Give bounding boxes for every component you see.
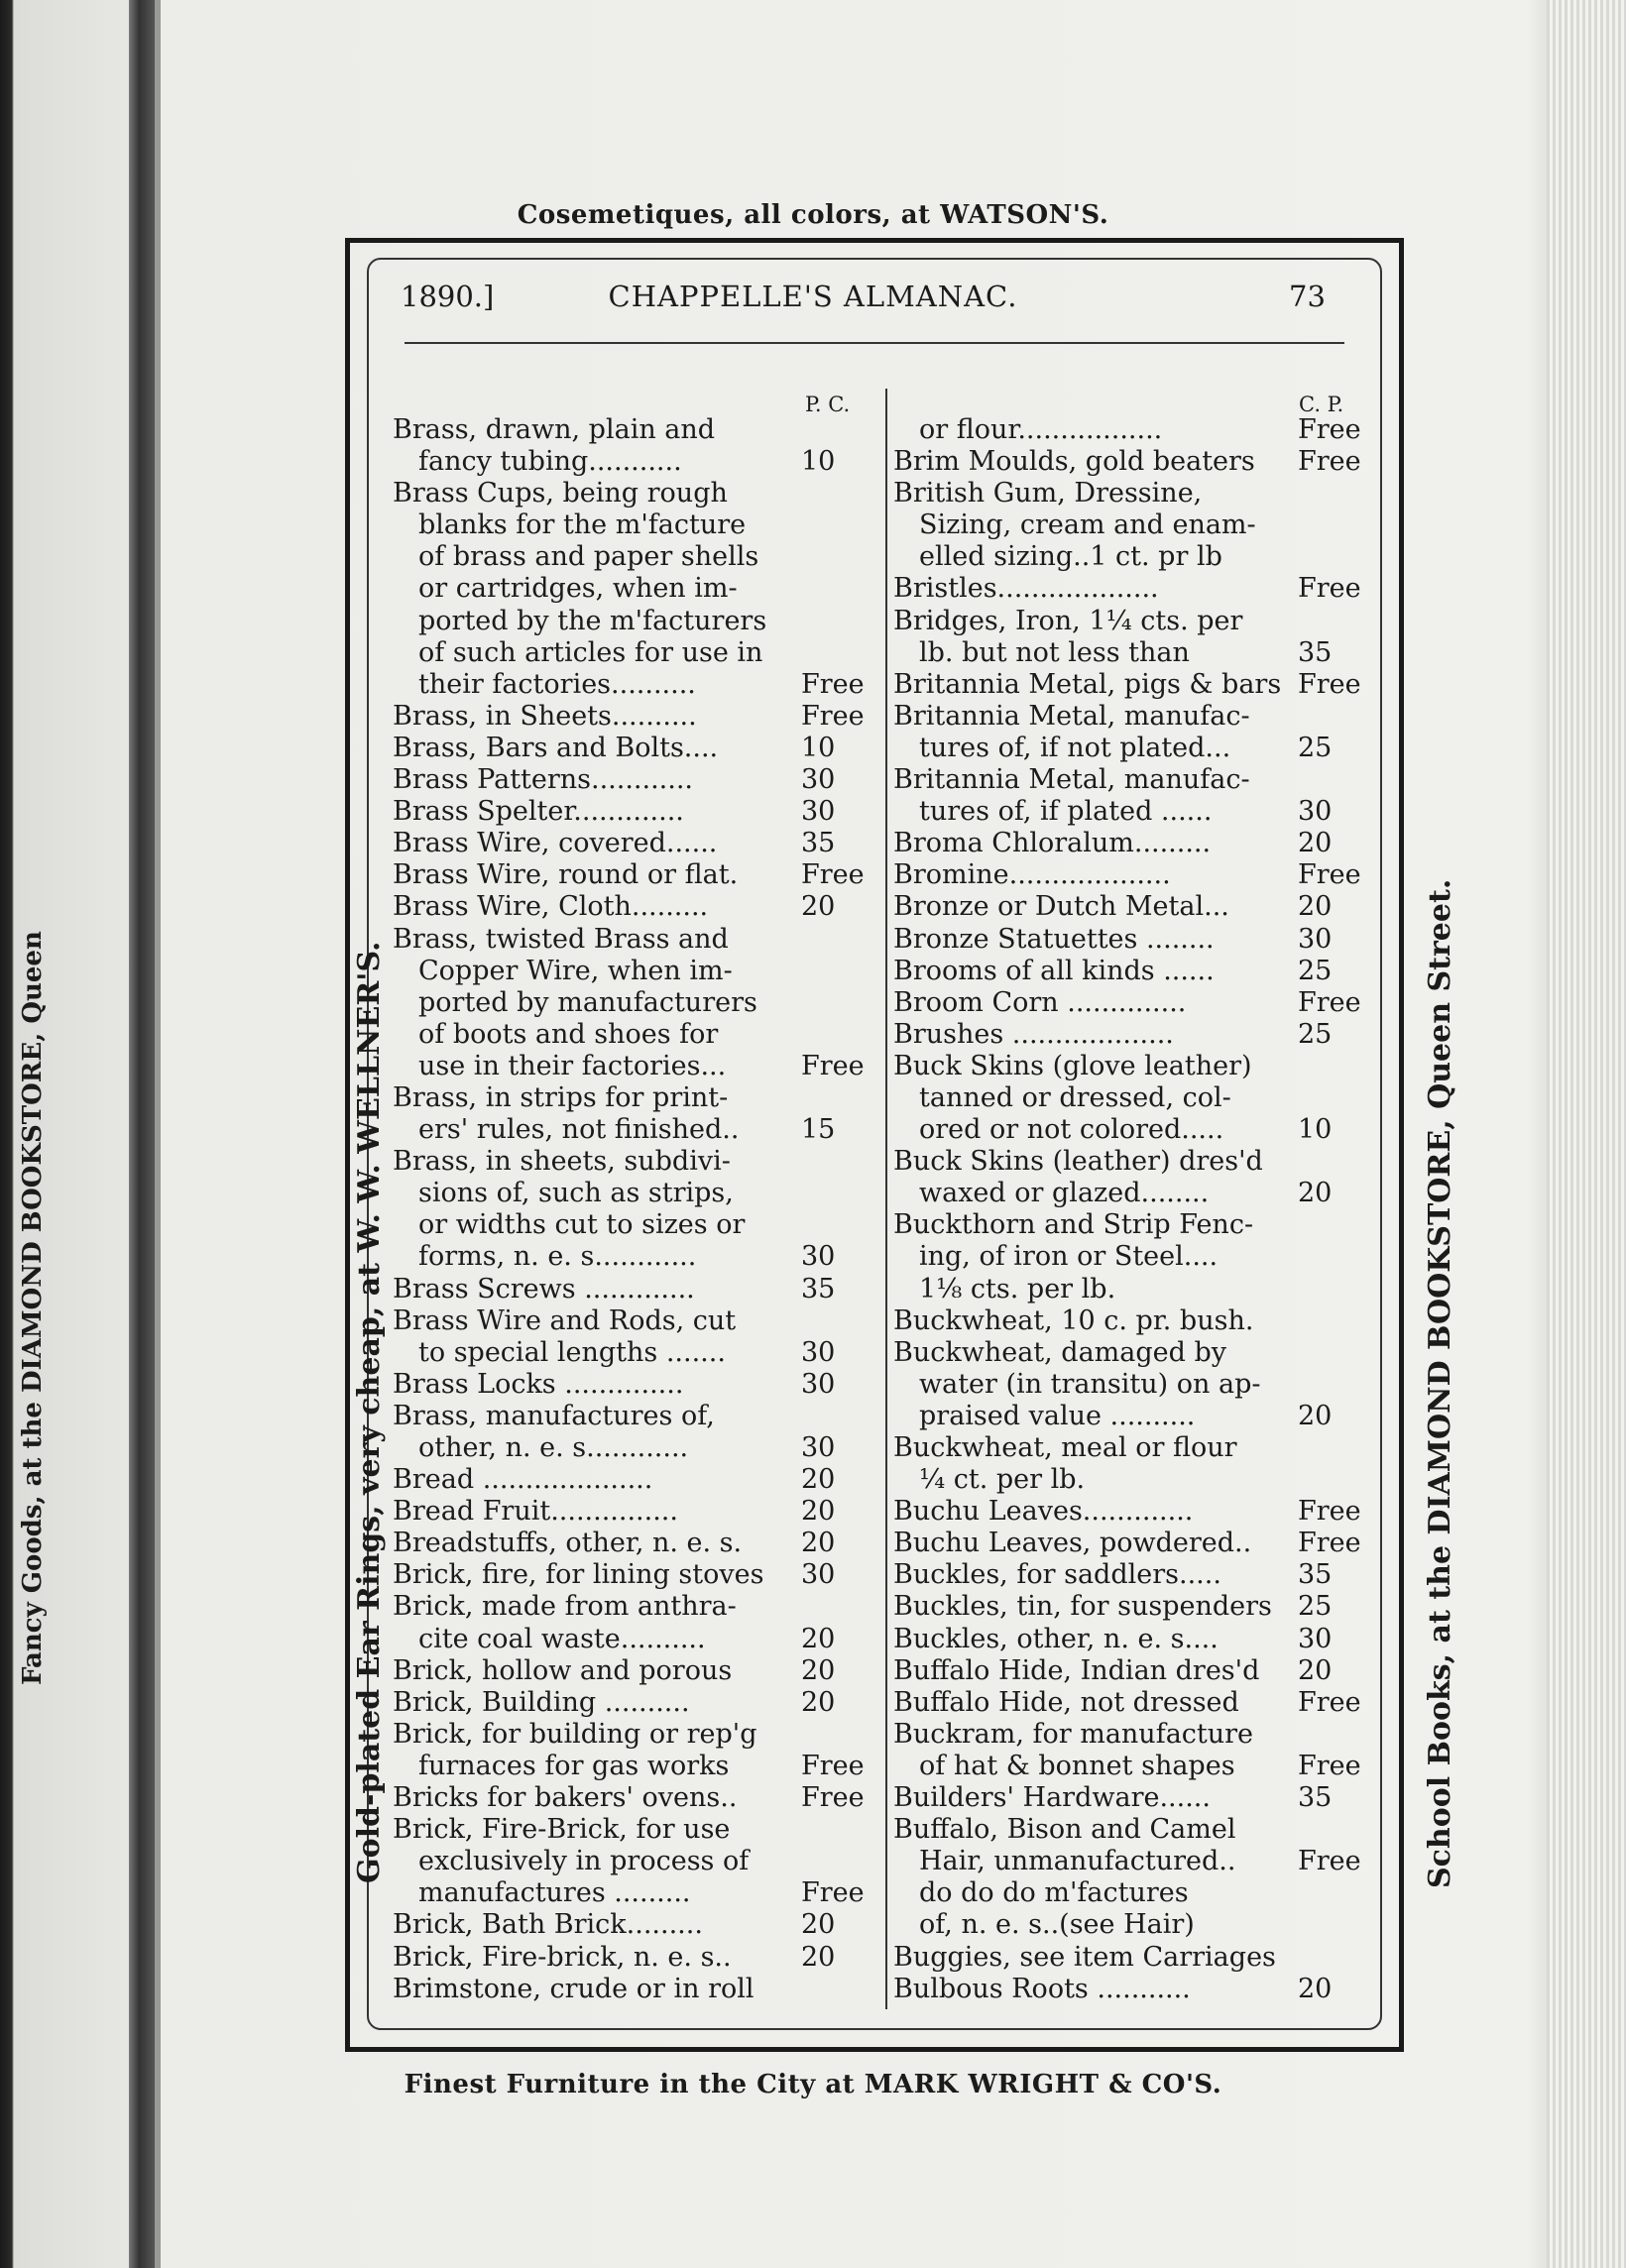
entry-text: Brushes ...................	[893, 1018, 1174, 1050]
tariff-entry	[393, 510, 872, 541]
entry-duty: Free	[801, 1782, 865, 1814]
tariff-entry	[893, 764, 1292, 796]
right-margin-advertisement: School Books, at the DIAMOND BOOKSTORE, Queen Street.	[1423, 878, 1457, 1888]
entry-duty: 10	[801, 732, 836, 763]
entry-text: or flour.................	[919, 414, 1163, 445]
entry-text: Buckram, for manufacture	[893, 1718, 1254, 1750]
entry-duty: 30	[1298, 796, 1333, 828]
entry-text: Bronze Statuettes ........	[893, 923, 1215, 955]
entry-text: Brick, made from anthra-	[393, 1591, 737, 1623]
entry-duty: 35	[1298, 1782, 1333, 1814]
tariff-entry	[393, 1369, 872, 1401]
entry-duty: 35	[801, 1273, 836, 1304]
tariff-entry	[393, 1432, 872, 1464]
tariff-entry	[893, 1750, 1361, 1782]
entry-duty: 20	[1298, 1654, 1333, 1686]
entry-duty: 30	[801, 1336, 836, 1368]
tariff-entry	[893, 1528, 1361, 1559]
entry-duty: Free	[801, 668, 865, 700]
tariff-entry	[393, 478, 872, 510]
tariff-entry	[893, 606, 1292, 637]
entry-text: Brass Wire, round or flat.	[393, 859, 739, 891]
tariff-entry	[893, 1814, 1292, 1846]
tariff-entry	[393, 606, 872, 637]
tariff-entry	[393, 1274, 872, 1305]
entry-text: Bread Fruit...............	[393, 1496, 678, 1528]
entry-duty: 30	[801, 1432, 836, 1463]
entry-text: Buchu Leaves, powdered..	[893, 1528, 1252, 1559]
binding-fold	[129, 0, 155, 2268]
entry-text: tures of, if plated ......	[919, 796, 1213, 828]
entry-text: ported by manufacturers	[418, 986, 757, 1018]
entry-text: of such articles for use in	[418, 636, 763, 668]
header-page-number: 73	[1289, 280, 1326, 313]
entry-duty: 30	[801, 1241, 836, 1273]
tariff-entry	[393, 1974, 872, 2005]
entry-text: or widths cut to sizes or	[418, 1209, 746, 1241]
page-edges	[1547, 0, 1626, 2268]
tariff-entry	[393, 1846, 872, 1877]
entry-duty: 20	[1298, 891, 1333, 923]
header-rule	[405, 342, 1344, 344]
entry-text: of, n. e. s..(see Hair)	[919, 1909, 1195, 1941]
tariff-entry	[393, 796, 872, 828]
entry-text: Brass, drawn, plain and	[393, 414, 716, 445]
entry-duty: 20	[1298, 1178, 1333, 1209]
tariff-entry	[893, 1305, 1292, 1337]
tariff-entry	[893, 1337, 1292, 1369]
entry-text: forms, n. e. s............	[418, 1241, 697, 1273]
tariff-entry	[393, 1114, 872, 1146]
binding-fold-edge	[155, 0, 161, 2268]
tariff-entry	[393, 1719, 872, 1751]
entry-text: Bromine...................	[893, 859, 1171, 891]
tariff-entry	[893, 1178, 1333, 1209]
tariff-entry	[393, 1337, 872, 1369]
tariff-entry	[393, 1751, 872, 1782]
tariff-entry	[893, 828, 1333, 859]
entry-duty: 25	[1298, 732, 1333, 763]
entry-text: Brass, twisted Brass and	[393, 923, 729, 955]
entry-duty: 30	[1298, 1623, 1333, 1654]
tariff-entry	[893, 1432, 1292, 1464]
entry-text: Brim Moulds, gold beaters	[893, 446, 1255, 478]
entry-text: blanks for the m'facture	[418, 510, 747, 541]
entry-text: Brick, hollow and porous	[393, 1654, 733, 1686]
entry-duty: Free	[1298, 1686, 1361, 1718]
spine-advertisement: Fancy Goods, at the DIAMOND BOOKSTORE, Queen	[18, 931, 48, 1685]
tariff-entry	[393, 1877, 872, 1909]
entry-duty: Free	[1298, 1846, 1361, 1877]
entry-duty: 20	[801, 1623, 836, 1654]
tariff-entry	[893, 636, 1333, 669]
left-column	[393, 414, 872, 2005]
tariff-entry	[393, 1814, 872, 1846]
tariff-entry	[393, 1655, 872, 1687]
tariff-entry	[393, 701, 872, 733]
tariff-entry	[893, 1559, 1333, 1591]
entry-duty: Free	[1298, 986, 1361, 1018]
entry-duty: 35	[801, 828, 836, 859]
entry-duty: 30	[801, 796, 836, 828]
entry-text: of brass and paper shells	[418, 541, 759, 573]
tariff-entry	[893, 1146, 1292, 1178]
entry-text: Britannia Metal, pigs & bars	[893, 668, 1282, 700]
tariff-entry	[893, 1241, 1292, 1273]
entry-text: of hat & bonnet shapes	[919, 1750, 1235, 1781]
entry-text: furnaces for gas works	[418, 1750, 730, 1781]
entry-text: Brooms of all kinds ......	[893, 955, 1215, 986]
tariff-entry	[893, 1209, 1292, 1241]
entry-text: Brass Wire, covered......	[393, 828, 718, 859]
entry-text: Brimstone, crude or in roll	[393, 1973, 755, 2004]
entry-text: Brass Screws .............	[393, 1273, 695, 1304]
tariff-entry	[393, 987, 872, 1019]
entry-text: Brick, Fire-brick, n. e. s..	[393, 1941, 732, 1973]
tariff-entry	[393, 1624, 872, 1655]
entry-duty: 20	[801, 1686, 836, 1718]
entry-text: use in their factories...	[418, 1050, 727, 1081]
tariff-entry	[893, 1877, 1292, 1909]
entry-text: Broom Corn ..............	[893, 986, 1187, 1018]
entry-text: British Gum, Dressine,	[893, 478, 1203, 510]
entry-text: Brass Patterns............	[393, 764, 694, 796]
tariff-entry	[893, 1654, 1333, 1687]
tariff-entry	[893, 510, 1292, 541]
entry-text: Bristles...................	[893, 573, 1159, 605]
entry-text: ers' rules, not finished..	[418, 1114, 740, 1146]
entry-text: Brass, in sheets, subdivi-	[393, 1146, 731, 1178]
entry-text: of boots and shoes for	[418, 1018, 719, 1050]
entry-duty: 35	[1298, 636, 1333, 668]
tariff-entry	[893, 1114, 1333, 1146]
entry-duty: Free	[1298, 668, 1361, 700]
tariff-entry	[393, 764, 872, 796]
entry-text: Brick, Fire-Brick, for use	[393, 1814, 731, 1846]
entry-text: Brass, manufactures of,	[393, 1400, 715, 1431]
tariff-entry	[393, 1019, 872, 1051]
entry-text: Brick, fire, for lining stoves	[393, 1559, 764, 1591]
tariff-entry	[893, 1846, 1361, 1877]
tariff-entry	[893, 1623, 1333, 1655]
tariff-entry	[393, 1401, 872, 1432]
entry-text: Buckthorn and Strip Fenc-	[893, 1209, 1254, 1241]
entry-text: Buffalo, Bison and Camel	[893, 1814, 1236, 1846]
entry-text: Brick, Bath Brick.........	[393, 1909, 703, 1941]
entry-duty: 20	[801, 1654, 836, 1686]
tariff-entry	[393, 1528, 872, 1559]
entry-text: Bronze or Dutch Metal...	[893, 891, 1229, 923]
tariff-entry	[393, 1305, 872, 1337]
tariff-entry	[393, 891, 872, 923]
tariff-entry	[393, 828, 872, 859]
entry-text: do do do m'factures	[919, 1877, 1189, 1909]
entry-text: Bulbous Roots ...........	[893, 1973, 1191, 2004]
tariff-entry	[893, 1686, 1361, 1719]
right-column	[893, 414, 1361, 2005]
entry-text: Brick, Building ..........	[393, 1686, 690, 1718]
entry-duty: 30	[801, 1559, 836, 1591]
tariff-entry	[393, 1082, 872, 1114]
tariff-entry	[893, 986, 1361, 1019]
bottom-advertisement: Finest Furniture in the City at MARK WRIGHT & CO'S.	[404, 2070, 1222, 2099]
entry-duty: Free	[1298, 573, 1361, 605]
tariff-entry	[393, 573, 872, 605]
tariff-entry	[393, 669, 872, 701]
entry-text: tures of, if not plated...	[919, 732, 1231, 763]
tariff-entry	[393, 924, 872, 956]
entry-duty: Free	[1298, 414, 1361, 445]
entry-text: Bread ....................	[393, 1464, 653, 1496]
tariff-entry	[893, 732, 1333, 764]
tariff-entry	[393, 1496, 872, 1528]
tariff-entry	[393, 1464, 872, 1496]
entry-text: praised value ..........	[919, 1400, 1196, 1431]
entry-text: Britannia Metal, manufac-	[893, 764, 1250, 796]
tariff-entry	[393, 1782, 872, 1814]
tariff-entry	[893, 1051, 1292, 1082]
tariff-entry	[393, 1942, 872, 1974]
entry-text: Sizing, cream and enam-	[919, 510, 1256, 541]
entry-text: exclusively in process of	[418, 1846, 750, 1877]
left-margin-advertisement: Gold-plated Ear Rings, very cheap, at W. W. WELLNER'S.	[352, 941, 387, 1883]
entry-text: fancy tubing...........	[418, 446, 682, 478]
tariff-entry	[893, 1942, 1292, 1974]
tariff-entry	[893, 414, 1361, 446]
entry-duty: 20	[801, 1528, 836, 1559]
tariff-entry	[893, 1369, 1292, 1401]
entry-text: lb. but not less than	[919, 636, 1190, 668]
entry-duty: 20	[1298, 1400, 1333, 1431]
tariff-entry	[393, 541, 872, 573]
entry-duty: 20	[801, 891, 836, 923]
entry-text: Buchu Leaves.............	[893, 1496, 1194, 1528]
tariff-entry	[393, 1591, 872, 1623]
entry-text: Brass Wire and Rods, cut	[393, 1304, 737, 1336]
entry-text: other, n. e. s............	[418, 1432, 689, 1463]
entry-text: Brass Spelter.............	[393, 796, 684, 828]
entry-duty: Free	[801, 859, 865, 891]
entry-duty: 30	[1298, 923, 1333, 955]
tariff-entry	[393, 1051, 872, 1082]
tariff-entry	[393, 1241, 872, 1273]
entry-text: water (in transitu) on ap-	[919, 1368, 1261, 1400]
tariff-entry	[893, 1274, 1292, 1305]
entry-text: ported by the m'facturers	[418, 605, 767, 636]
entry-duty: 25	[1298, 1591, 1333, 1623]
tariff-entry	[893, 1782, 1333, 1814]
tariff-entry	[893, 446, 1361, 478]
entry-text: or cartridges, when im-	[418, 573, 738, 605]
entry-duty: 20	[801, 1909, 836, 1941]
tariff-entry	[893, 1464, 1292, 1496]
entry-duty: Free	[801, 700, 865, 732]
entry-text: waxed or glazed........	[919, 1178, 1210, 1209]
entry-text: manufactures .........	[418, 1877, 691, 1909]
entry-duty: 35	[1298, 1559, 1333, 1591]
tariff-entry	[893, 478, 1292, 510]
entry-text: Brick, for building or rep'g	[393, 1718, 757, 1750]
entry-duty: 20	[1298, 1973, 1333, 2004]
tariff-entry	[393, 859, 872, 891]
entry-duty: Free	[801, 1750, 865, 1781]
entry-text: Brass Cups, being rough	[393, 478, 728, 510]
entry-text: Buggies, see item Carriages	[893, 1941, 1276, 1973]
tariff-entry	[393, 446, 872, 478]
entry-text: Buffalo Hide, Indian dres'd	[893, 1654, 1260, 1686]
tariff-entry	[893, 1496, 1361, 1528]
tariff-entry	[393, 414, 872, 446]
left-column-head: P. C.	[805, 393, 851, 416]
entry-text: Breadstuffs, other, n. e. s.	[393, 1528, 743, 1559]
tariff-entry	[893, 573, 1361, 605]
entry-text: their factories..........	[418, 668, 696, 700]
entry-duty: 20	[801, 1464, 836, 1496]
tariff-entry	[893, 701, 1292, 733]
entry-text: to special lengths .......	[418, 1336, 726, 1368]
entry-duty: Free	[801, 1877, 865, 1909]
tariff-entry	[893, 1082, 1292, 1114]
tariff-entry	[893, 923, 1333, 956]
entry-text: Buck Skins (glove leather)	[893, 1050, 1252, 1081]
tariff-entry	[893, 796, 1333, 828]
tariff-entry	[393, 733, 872, 764]
tariff-entry	[893, 1400, 1333, 1432]
entry-duty: 25	[1298, 1018, 1333, 1050]
entry-duty: 30	[801, 764, 836, 796]
entry-text: Buckles, for saddlers.....	[893, 1559, 1221, 1591]
tariff-entry	[393, 1909, 872, 1941]
entry-text: Broma Chloralum.........	[893, 828, 1212, 859]
tariff-entry	[393, 1209, 872, 1241]
entry-text: Brass Locks ..............	[393, 1368, 684, 1400]
entry-text: Brass, in strips for print-	[393, 1081, 729, 1113]
tariff-entry	[893, 1018, 1333, 1051]
tariff-entry	[893, 1909, 1292, 1941]
entry-text: ¼ ct. per lb.	[919, 1464, 1086, 1496]
entry-text: 1⅛ cts. per lb.	[919, 1273, 1116, 1304]
entry-text: Brass, Bars and Bolts....	[393, 732, 719, 763]
entry-text: tanned or dressed, col-	[919, 1081, 1231, 1113]
header-year: 1890.]	[401, 280, 495, 313]
tariff-entry	[893, 955, 1333, 987]
entry-text: Buffalo Hide, not dressed	[893, 1686, 1239, 1718]
entry-duty: Free	[1298, 446, 1361, 478]
tariff-entry	[393, 1178, 872, 1209]
tariff-entry	[393, 1559, 872, 1591]
tariff-entry	[893, 859, 1361, 891]
column-divider	[885, 389, 887, 2009]
tariff-entry	[893, 541, 1292, 573]
entry-text: Brass, in Sheets..........	[393, 700, 697, 732]
entry-text: cite coal waste..........	[418, 1623, 706, 1654]
entry-duty: 20	[801, 1941, 836, 1973]
entry-text: elled sizing..1 ct. pr lb	[919, 541, 1222, 573]
entry-text: Buckwheat, damaged by	[893, 1336, 1227, 1368]
entry-duty: 30	[801, 1368, 836, 1400]
entry-text: Brass Wire, Cloth.........	[393, 891, 709, 923]
entry-text: Britannia Metal, manufac-	[893, 700, 1250, 732]
tariff-entry	[893, 1591, 1333, 1623]
entry-text: Copper Wire, when im-	[418, 955, 733, 986]
entry-text: sions of, such as strips,	[418, 1178, 734, 1209]
tariff-entry	[893, 668, 1361, 701]
entry-text: Bricks for bakers' ovens..	[393, 1782, 738, 1814]
entry-duty: Free	[1298, 1528, 1361, 1559]
entry-duty: 10	[801, 446, 836, 478]
entry-text: Builders' Hardware......	[893, 1782, 1211, 1814]
entry-duty: 15	[801, 1114, 836, 1146]
entry-text: Buckles, other, n. e. s....	[893, 1623, 1219, 1654]
tariff-entry	[393, 1146, 872, 1178]
entry-text: Buckles, tin, for suspenders	[893, 1591, 1272, 1623]
entry-text: Buckwheat, meal or flour	[893, 1432, 1237, 1463]
tariff-entry	[393, 1687, 872, 1719]
entry-duty: Free	[1298, 1750, 1361, 1781]
tariff-entry	[893, 1719, 1292, 1751]
entry-text: Buckwheat, 10 c. pr. bush.	[893, 1304, 1254, 1336]
entry-text: ored or not colored.....	[919, 1114, 1224, 1146]
entry-duty: 10	[1298, 1114, 1333, 1146]
entry-text: Buck Skins (leather) dres'd	[893, 1146, 1263, 1178]
entry-duty: Free	[801, 1050, 865, 1081]
entry-duty: 25	[1298, 955, 1333, 986]
tariff-entry	[393, 956, 872, 987]
top-advertisement: Cosemetiques, all colors, at WATSON'S.	[517, 200, 1109, 230]
tariff-entry	[393, 637, 872, 669]
tariff-entry	[893, 891, 1333, 923]
right-column-head: C. P.	[1299, 393, 1344, 416]
entry-duty: Free	[1298, 1496, 1361, 1528]
entry-duty: 20	[1298, 828, 1333, 859]
entry-duty: Free	[1298, 859, 1361, 891]
entry-text: Bridges, Iron, 1¼ cts. per	[893, 605, 1243, 636]
entry-duty: 20	[801, 1496, 836, 1528]
header-title: CHAPPELLE'S ALMANAC.	[608, 280, 1018, 313]
tariff-entry	[893, 1973, 1333, 2005]
entry-text: Hair, unmanufactured..	[919, 1846, 1236, 1877]
entry-text: ing, of iron or Steel....	[919, 1241, 1219, 1273]
